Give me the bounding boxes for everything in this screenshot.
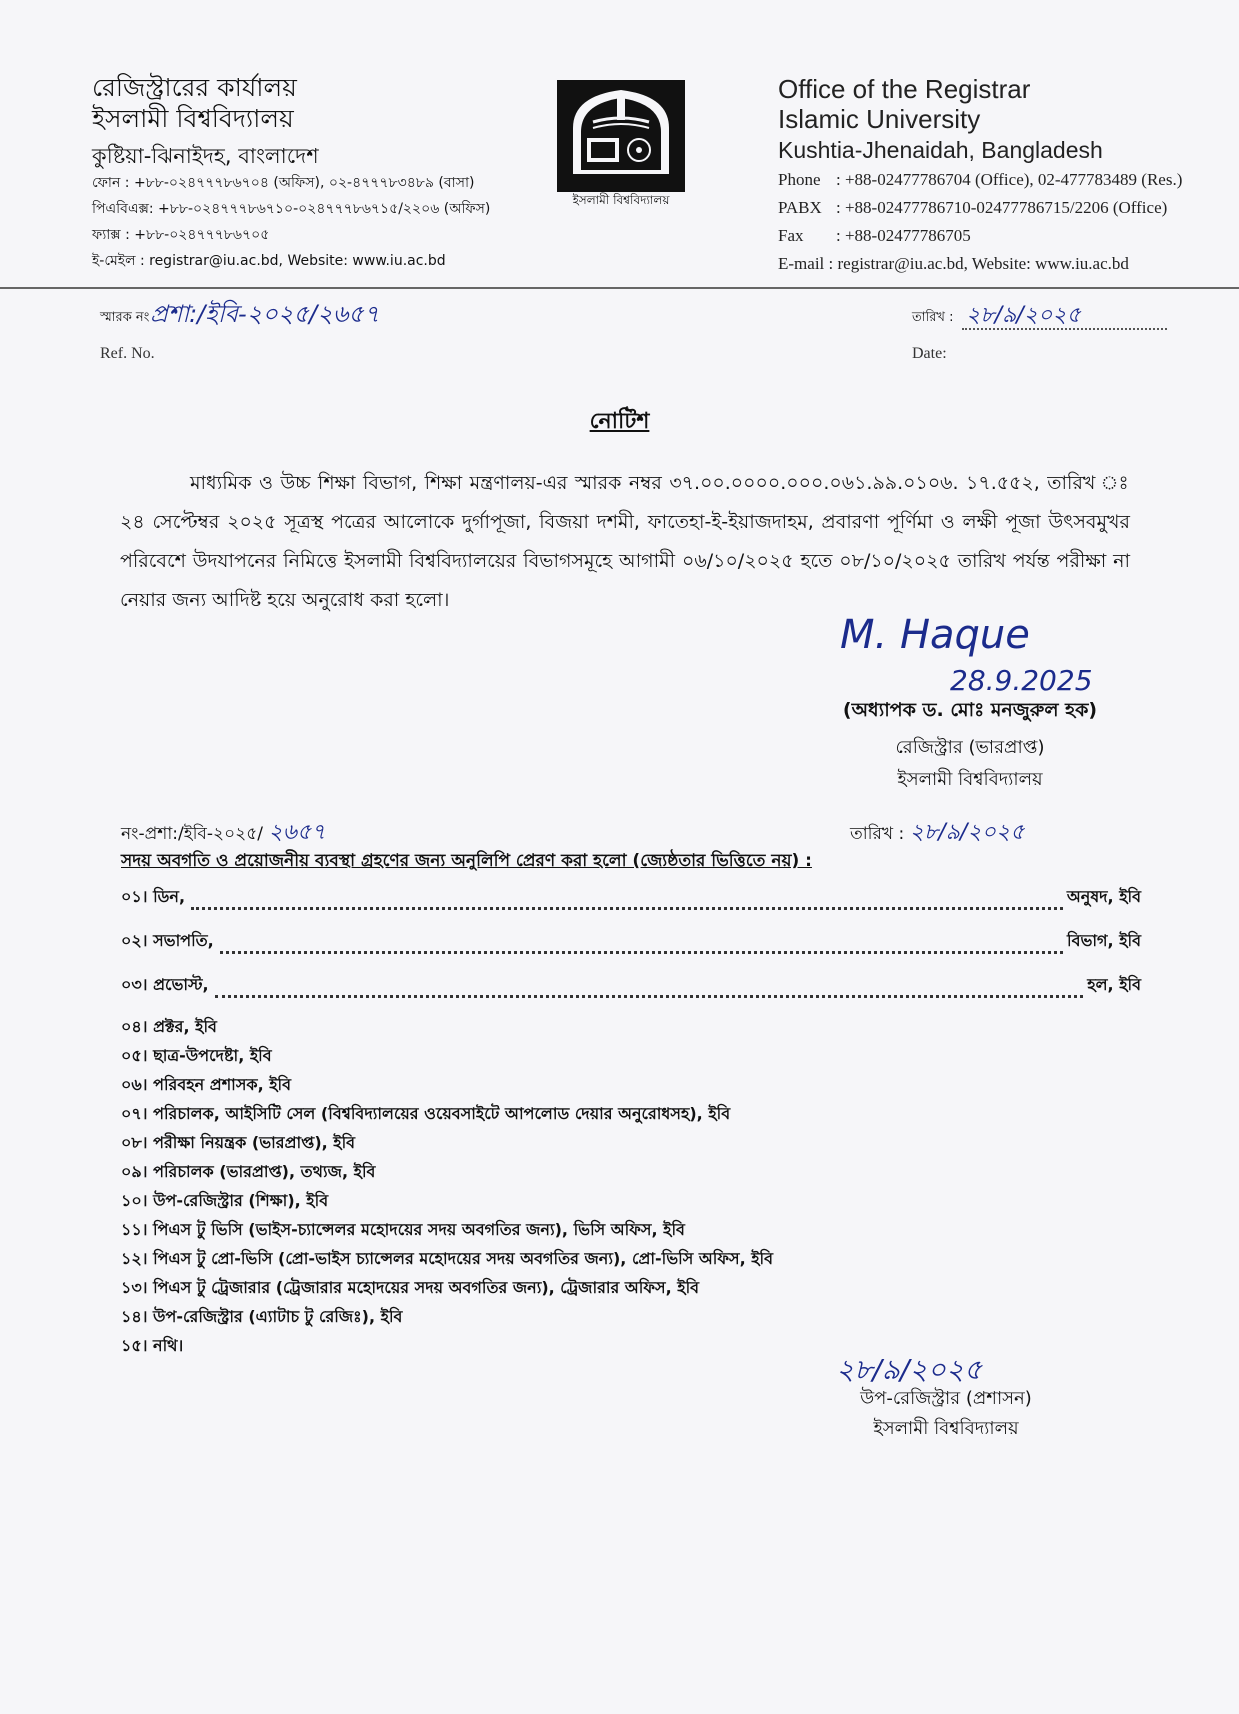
dotted-line bbox=[215, 968, 1084, 998]
university-logo bbox=[553, 78, 689, 208]
copy-date: তারিখ : ২৮/৯/২০২৫ bbox=[850, 820, 1025, 845]
list-item: ০৬। পরিবহন প্রশাসক, ইবি bbox=[121, 1075, 292, 1094]
pabx-en: PABX : +88-02477786710-02477786715/2206 (Office) bbox=[778, 198, 1168, 217]
deputy-designation: উপ-রেজিস্ট্রার (প্রশাসন) bbox=[860, 1388, 1032, 1409]
registrar-institution: ইসলামী বিশ্ববিদ্যালয় bbox=[897, 769, 1043, 790]
list-item: ১২। পিএস টু প্রো-ভিসি (প্রো-ভাইস চ্যান্সেলর মহোদয়ের সদয় অবগতির জন্য), প্রো-ভিসি অফিস, ইবি bbox=[121, 1249, 774, 1268]
reference-date bbox=[912, 303, 1172, 363]
letterhead-bangla bbox=[92, 72, 562, 274]
list-item: ০২। সভাপতি, বিভাগ, ইবি bbox=[121, 924, 1141, 968]
list-item: ১৫। নথি। bbox=[121, 1336, 184, 1355]
date-handwritten: ২৮/৯/২০২৫ bbox=[966, 303, 1081, 328]
office-name-bn: রেজিস্ট্রারের কার্যালয় bbox=[92, 73, 297, 102]
logo-caption: ইসলামী বিশ্ববিদ্যালয় bbox=[572, 193, 670, 207]
university-name-en: Islamic University bbox=[778, 104, 981, 134]
date-label-bn: তারিখ : bbox=[912, 310, 954, 325]
copy-reference: নং-প্রশা:/ইবি-২০২৫/ ২৬৫৭ bbox=[121, 820, 326, 845]
phone-bn: ফোন : +৮৮-০২৪৭৭৭৮৬৭০৪ (অফিস), ০২-৪৭৭৭৮৩৪৮৯ (বাসা) bbox=[92, 175, 475, 191]
notice-body: মাধ্যমিক ও উচ্চ শিক্ষা বিভাগ, শিক্ষা মন্ত্রণালয়-এর স্মারক নম্বর ৩৭.০০.০০০০.০০০.০৬১.৯৯.০১০৬. ১৭.৫৫২, তারিখ ঃ ২৪ সেপ্টেম্বর ২০২৫ সূত্রস্থ পত্রের আলোকে দুর্গাপূজা, বিজয়া দশমী, ফাতেহা-ই-ইয়াজদাহম, প্রবারণা পূর্ণিমা ও লক্ষী পূজা উৎসবমুখর পরিবেশে উদযাপনের নিমিত্তে ইসলামী বিশ্ববিদ্যালয়ের বিভাগসমূহে আগামী ০৬/১০/২০২৫ হতে ০৮/১০/২০২৫ তারিখ পর্যন্ত পরীক্ষা না নেয়ার জন্য আদিষ্ট হয়ে অনুরোধ করা হলো। bbox=[120, 472, 1130, 611]
registrar-name: (অধ্যাপক ড. মোঃ মনজুরুল হক) bbox=[842, 699, 1098, 721]
header-divider bbox=[0, 287, 1239, 289]
fax-en: Fax : +88-02477786705 bbox=[778, 226, 971, 245]
list-item: ০১। ডিন, অনুষদ, ইবি bbox=[121, 880, 1141, 924]
ref-handwritten: প্রশা:/ইবি-২০২৫/২৬৫৭ bbox=[150, 300, 380, 328]
copy-date-handwritten: ২৮/৯/২০২৫ bbox=[909, 820, 1025, 845]
list-item: ০৪। প্রক্টর, ইবি bbox=[121, 1017, 217, 1036]
reference-number bbox=[100, 300, 600, 363]
notice-title: নোটিশ bbox=[589, 409, 650, 434]
location-bn: কুষ্টিয়া-ঝিনাইদহ, বাংলাদেশ bbox=[92, 144, 319, 168]
ref-label-en: Ref. No. bbox=[100, 345, 155, 362]
ref-label-bn: স্মারক নং bbox=[100, 310, 150, 325]
registrar-sign-date: 28.9.2025 bbox=[950, 664, 1093, 697]
university-name-bn: ইসলামী বিশ্ববিদ্যালয় bbox=[92, 104, 294, 133]
email-en: E-mail : registrar@iu.ac.bd, Website: www.iu.ac.bd bbox=[778, 254, 1129, 273]
fax-bn: ফ্যাক্স : +৮৮-০২৪৭৭৭৮৬৭০৫ bbox=[92, 227, 270, 243]
letterhead-english bbox=[778, 74, 1218, 278]
deputy-signature-date: ২৮/৯/২০২৫ bbox=[836, 1353, 983, 1386]
deputy-institution: ইসলামী বিশ্ববিদ্যালয় bbox=[873, 1418, 1019, 1439]
office-name-en: Office of the Registrar bbox=[778, 74, 1031, 104]
location-en: Kushtia-Jhenaidah, Bangladesh bbox=[778, 137, 1103, 163]
registrar-designation: রেজিস্ট্রার (ভারপ্রাপ্ত) bbox=[895, 737, 1045, 758]
registrar-signature: M. Haque bbox=[840, 612, 1030, 658]
list-item: ০৩। প্রভোস্ট, হল, ইবি bbox=[121, 968, 1141, 1012]
date-label-en: Date: bbox=[912, 345, 947, 362]
copy-ref-handwritten: ২৬৫৭ bbox=[268, 820, 326, 845]
copy-heading: সদয় অবগতি ও প্রয়োজনীয় ব্যবস্থা গ্রহণের জন্য অনুলিপি প্রেরণ করা হলো (জ্যেষ্ঠতার ভিত্তিতে নয়) : bbox=[121, 851, 812, 871]
list-item: ০৫। ছাত্র-উপদেষ্টা, ইবি bbox=[121, 1046, 272, 1065]
list-item: ০৯। পরিচালক (ভারপ্রাপ্ত), তথ্যজ, ইবি bbox=[121, 1162, 376, 1181]
email-bn: ই-মেইল : registrar@iu.ac.bd, Website: www.iu.ac.bd bbox=[92, 253, 446, 269]
dotted-line bbox=[191, 880, 1063, 910]
dotted-line bbox=[220, 924, 1063, 954]
list-item: ০৮। পরীক্ষা নিয়ন্ত্রক (ভারপ্রাপ্ত), ইবি bbox=[121, 1133, 356, 1152]
list-item: ১১। পিএস টু ভিসি (ভাইস-চ্যান্সেলর মহোদয়ের সদয় অবগতির জন্য), ভিসি অফিস, ইবি bbox=[121, 1220, 685, 1239]
distribution-list bbox=[121, 880, 1141, 1360]
phone-en: Phone : +88-02477786704 (Office), 02-477783489 (Res.) bbox=[778, 170, 1183, 189]
list-item: ১৩। পিএস টু ট্রেজারার (ট্রেজারার মহোদয়ের সদয় অবগতির জন্য), ট্রেজারার অফিস, ইবি bbox=[121, 1278, 700, 1297]
list-item: ০৭। পরিচালক, আইসিটি সেল (বিশ্ববিদ্যালয়ের ওয়েবসাইটে আপলোড দেয়ার অনুরোধসহ), ইবি bbox=[121, 1104, 731, 1123]
list-item: ১০। উপ-রেজিস্ট্রার (শিক্ষা), ইবি bbox=[121, 1191, 329, 1210]
list-item: ১৪। উপ-রেজিস্ট্রার (এ্যাটাচ টু রেজিঃ), ইবি bbox=[121, 1307, 403, 1326]
pabx-bn: পিএবিএক্স: +৮৮-০২৪৭৭৭৮৬৭১০-০২৪৭৭৭৮৬৭১৫/২২০৬ (অফিস) bbox=[92, 201, 491, 217]
